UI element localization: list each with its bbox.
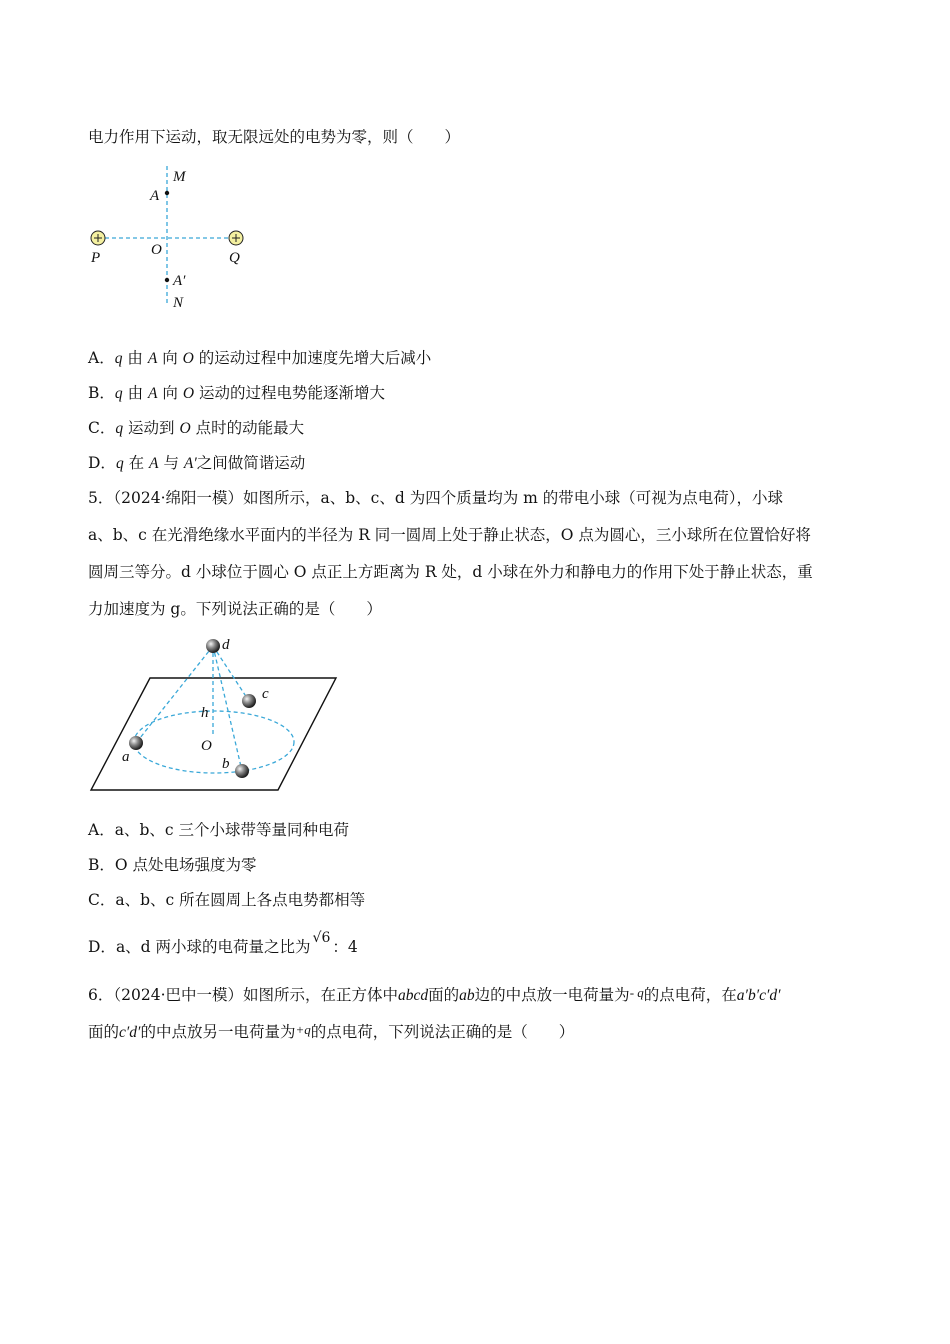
label-o: O — [201, 738, 212, 754]
ball-b-icon — [235, 764, 249, 778]
label-n: N — [173, 295, 184, 311]
label-a-prime: A′ — [173, 273, 186, 289]
q5-stem-line1: 5．（2024·绵阳一模）如图所示，a、b、c、d 为四个质量均为 m 的带电小球（可视为点电荷），小球 — [88, 489, 783, 507]
ball-c-icon — [242, 694, 256, 708]
q4-option-b: B．q 由 A 向 O 运动的过程电势能逐渐增大 — [88, 384, 385, 402]
label-m: M — [173, 169, 186, 185]
q5-number: 5． — [88, 489, 114, 507]
q4-figure — [85, 160, 255, 315]
q5-option-b: B．O 点处电场强度为零 — [88, 856, 257, 874]
q4-stem-tail: 电力作用下运动，取无限远处的电势为零，则（ ） — [88, 128, 461, 146]
q5-stem-line2: a、b、c 在光滑绝缘水平面内的半径为 R 同一圆周上处于静止状态，O 点为圆心，三小球所在位置恰好将 — [88, 526, 811, 544]
label-a: A — [150, 188, 160, 204]
label-p: P — [91, 250, 101, 266]
q4-option-a: A．q 由 A 向 O 的运动过程中加速度先增大后减小 — [88, 349, 432, 367]
q5-stem-line3: 圆周三等分。d 小球位于圆心 O 点正上方距离为 R 处，d 小球在外力和静电力的作用下处于静止状态，重 — [88, 563, 813, 581]
charge-q-icon — [229, 231, 243, 245]
label-a: a — [122, 749, 130, 765]
q5-option-d: D．a、d 两小球的电荷量之比为 √6 ：4 — [88, 936, 358, 959]
q4-option-c: C．q 运动到 O 点时的动能最大 — [88, 419, 305, 437]
q6-source: （2024·巴中一模） — [113, 986, 243, 1004]
label-q: Q — [229, 250, 240, 266]
q4-option-d: D．q 在 A 与 A′之间做简谐运动 — [88, 454, 306, 472]
label-d: d — [222, 637, 230, 653]
label-o: O — [151, 242, 162, 258]
q5-option-c: C．a、b、c 所在圆周上各点电势都相等 — [88, 891, 366, 909]
q6-number: 6． — [88, 986, 114, 1004]
q5-option-a: A．a、b、c 三个小球带等量同种电荷 — [88, 821, 349, 839]
charge-p-icon — [91, 231, 105, 245]
ball-d-icon — [206, 639, 220, 653]
label-c: c — [262, 686, 269, 702]
label-b: b — [222, 756, 230, 772]
q5-figure — [88, 630, 343, 795]
ball-a-icon — [129, 736, 143, 750]
q5-source: （2024·绵阳一模） — [113, 489, 243, 507]
q6-stem-line1: 6．（2024·巴中一模）如图所示，在正方体中abcd面的ab边的中点放一电荷量为- q的点电荷，在a′b′c′d′ — [88, 985, 781, 1004]
sqrt-six: √6 — [312, 930, 331, 946]
label-h: h — [201, 705, 209, 721]
q5-stem-line4: 力加速度为 g。下列说法正确的是（ ） — [88, 600, 382, 618]
q6-stem-line2: 面的c′d′的中点放另一电荷量为+q的点电荷，下列说法正确的是（ ） — [88, 1022, 575, 1041]
